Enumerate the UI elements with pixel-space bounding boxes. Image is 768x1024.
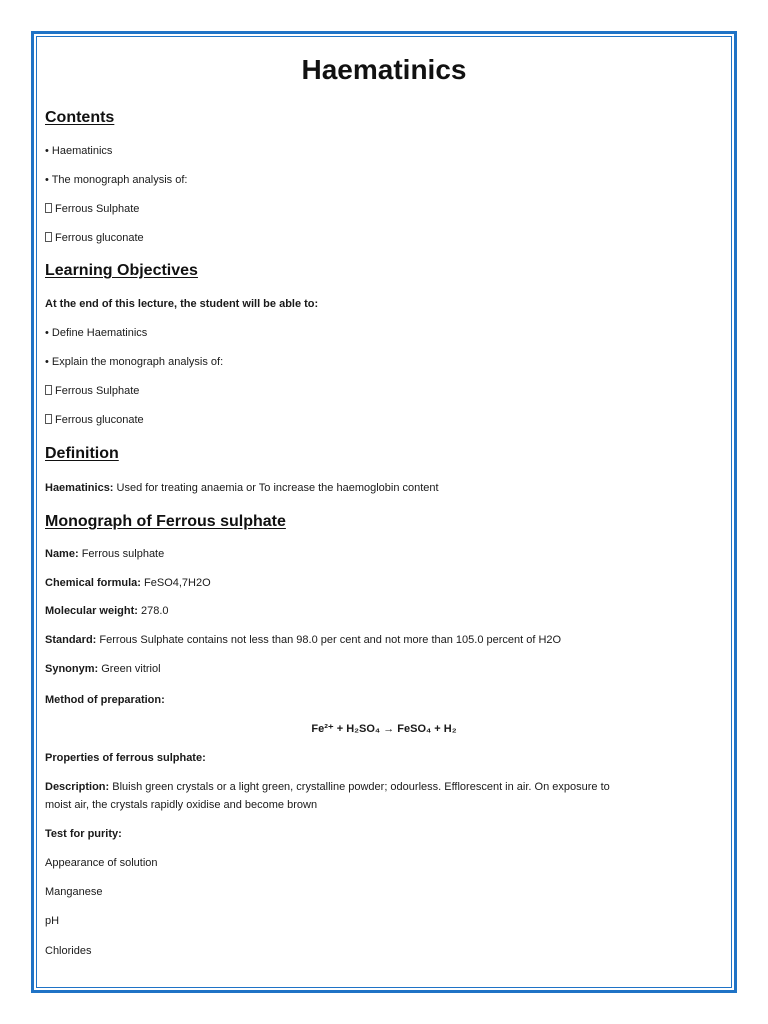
page-title: Haematinics — [301, 54, 467, 85]
purity-test-item: Appearance of solution — [45, 857, 158, 869]
definition-body: Used for treating anaemia or To increase the haemoglobin content — [116, 482, 439, 494]
monograph-field-synonym — [45, 661, 161, 677]
method-label: Method of preparation: — [45, 694, 165, 706]
reaction-equation: Fe²⁺ + H₂SO₄ → FeSO₄ + H₂ — [311, 723, 457, 735]
missing-glyph-icon — [45, 232, 52, 242]
objectives-subitem-text: Ferrous Sulphate — [55, 385, 140, 397]
objectives-subitem — [45, 412, 144, 428]
objectives-item: • Define Haematinics — [45, 327, 148, 339]
field-value: FeSO4,7H2O — [144, 577, 211, 589]
purity-test-item: pH — [45, 915, 60, 927]
contents-subitem-text: Ferrous Sulphate — [55, 203, 140, 215]
field-value: Ferrous sulphate — [81, 548, 165, 560]
description-text: Bluish green crystals or a light green, crystalline powder; odourless. Efflorescent in air. On exposure to — [112, 781, 610, 793]
definition-text — [45, 480, 439, 496]
objectives-subitem — [45, 383, 139, 399]
objectives-heading: Learning Objectives — [45, 262, 198, 279]
purity-label: Test for purity: — [45, 828, 122, 840]
contents-subitem-text: Ferrous gluconate — [55, 232, 144, 244]
description-label: Description: — [45, 781, 110, 793]
contents-subitem — [45, 230, 144, 246]
field-label: Synonym: — [45, 663, 99, 675]
contents-heading: Contents — [45, 109, 115, 126]
monograph-field-standard — [45, 632, 561, 648]
missing-glyph-icon — [45, 414, 52, 424]
description-line-1 — [45, 779, 610, 795]
field-value: Ferrous Sulphate contains not less than 98.0 per cent and not more than 105.0 percent of H2O — [99, 634, 562, 646]
monograph-field-formula — [45, 575, 211, 591]
contents-subitem — [45, 201, 139, 217]
field-label: Standard: — [45, 634, 97, 646]
objectives-subitem-text: Ferrous gluconate — [55, 414, 144, 426]
field-label: Molecular weight: — [45, 605, 138, 617]
properties-label: Properties of ferrous sulphate: — [45, 752, 206, 764]
missing-glyph-icon — [45, 203, 52, 213]
field-label: Name: — [45, 548, 79, 560]
definition-term: Haematinics: — [45, 482, 114, 494]
monograph-heading: Monograph of Ferrous sulphate — [45, 513, 286, 530]
purity-test-item: Manganese — [45, 886, 103, 898]
missing-glyph-icon — [45, 385, 52, 395]
field-value: 278.0 — [140, 605, 169, 617]
purity-test-item: Chlorides — [45, 945, 92, 957]
definition-heading: Definition — [45, 445, 119, 462]
field-label: Chemical formula: — [45, 577, 141, 589]
monograph-field-name — [45, 546, 164, 562]
description-line-2: moist air, the crystals rapidly oxidise and become brown — [45, 799, 318, 811]
monograph-field-molecular-weight — [45, 603, 169, 619]
contents-item: • The monograph analysis of: — [45, 174, 188, 186]
field-value: Green vitriol — [101, 663, 161, 675]
objectives-intro: At the end of this lecture, the student will be able to: — [45, 298, 319, 310]
objectives-item: • Explain the monograph analysis of: — [45, 356, 224, 368]
contents-item: • Haematinics — [45, 145, 113, 157]
